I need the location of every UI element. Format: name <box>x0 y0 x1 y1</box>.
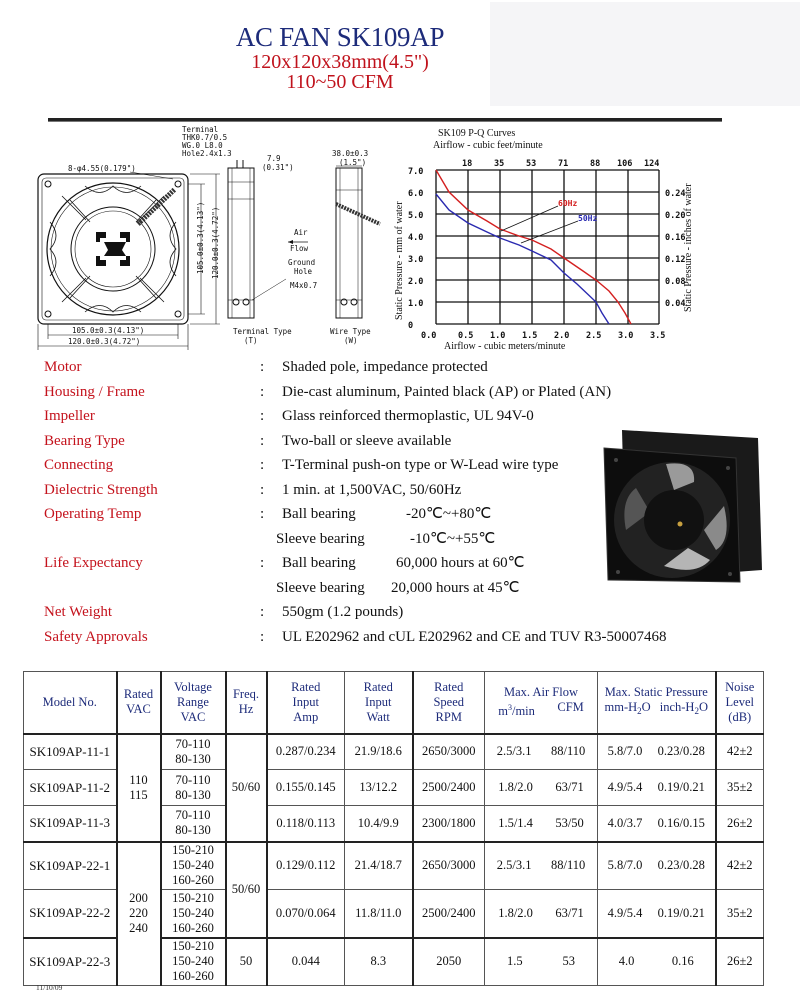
svg-text:0.16: 0.16 <box>665 233 686 243</box>
svg-text:0.20: 0.20 <box>665 211 686 221</box>
svg-text:0.04: 0.04 <box>665 299 686 309</box>
header-amp: Rated Input Amp <box>267 672 345 734</box>
legend-60hz: 60Hz <box>558 199 578 208</box>
freq-220-group: 50/60 <box>226 842 267 938</box>
svg-text:105.0±0.3(4.13"): 105.0±0.3(4.13") <box>196 201 205 274</box>
spec-row-motor: Motor : Shaded pole, impedance protected <box>44 359 488 375</box>
title-block <box>200 22 480 92</box>
svg-text:53: 53 <box>526 159 537 169</box>
table-row: SK109AP-11-2 70-110 80-130 0.155/0.145 13/12.2 2500/2400 1.8/2.0 63/71 4.9/5.4 0.19/0.21 35±2 <box>24 770 764 806</box>
product-airflow-range: 110~50 CFM <box>286 71 394 93</box>
svg-text:(W): (W) <box>344 336 358 345</box>
header-rpm: Rated Speed RPM <box>413 672 485 734</box>
product-dimensions: 120x120x38mm(4.5") <box>251 51 429 73</box>
svg-text:0.12: 0.12 <box>665 255 686 265</box>
fan-dimension-drawing-icon <box>30 124 400 352</box>
spec-row-connecting: Connecting : T-Terminal push-on type or W-Lead wire type <box>44 457 559 473</box>
spec-row-safety: Safety Approvals : UL E202962 and cUL E202962 and CE and TUV R3-50007468 <box>44 628 667 645</box>
svg-text:3.0: 3.0 <box>408 255 424 265</box>
header-divider <box>48 118 722 122</box>
table-row: SK109AP-22-1 200 220 240 150-210 150-240 160-260 50/60 0.129/0.112 21.4/18.7 2650/3000 2.5/3.1 88/110 5.8/7.0 0.23/0.28 42±2 <box>24 842 764 890</box>
header-watt: Rated Input Watt <box>345 672 413 734</box>
spec-row-operating-temp-sleeve: Sleeve bearing -10℃~+55℃ <box>276 530 496 547</box>
curve-60hz <box>436 170 631 324</box>
svg-text:124: 124 <box>644 159 660 169</box>
svg-text:M4x0.7: M4x0.7 <box>290 281 318 290</box>
spec-row-life-expectancy-sleeve: Sleeve bearing 20,000 hours at 45℃ <box>276 579 520 596</box>
svg-text:(0.31"): (0.31") <box>262 163 294 172</box>
freq-110-group: 50/60 <box>226 734 267 842</box>
technical-drawing <box>30 124 400 352</box>
svg-text:71: 71 <box>558 159 569 169</box>
pq-curve-chart <box>388 124 698 352</box>
fan-product-photo <box>596 420 772 588</box>
chart-title: SK109 P-Q Curves <box>438 128 516 139</box>
svg-text:0: 0 <box>408 321 414 331</box>
svg-text:Terminal Type: Terminal Type <box>233 327 292 336</box>
svg-text:7.9: 7.9 <box>267 154 281 163</box>
document-date: 11/10/09 <box>36 983 63 992</box>
chart-x2-label: Airflow - cubic feet/minute <box>433 140 543 151</box>
product-title: AC FAN SK109AP <box>235 22 445 52</box>
header-rated-vac: Rated VAC <box>117 672 161 734</box>
header-static-pressure: Max. Static Pressure $mm-H_2O$ inch-$H_2O$ <box>598 672 716 734</box>
spec-row-operating-temp: Operating Temp : Ball bearing -20℃~+80℃ <box>44 506 492 522</box>
svg-text:105.0±0.3(4.13"): 105.0±0.3(4.13") <box>72 326 145 335</box>
svg-text:3.0: 3.0 <box>618 331 634 341</box>
svg-text:35: 35 <box>494 159 505 169</box>
svg-text:120.0±0.3(4.72"): 120.0±0.3(4.72") <box>211 206 220 279</box>
svg-text:18: 18 <box>462 159 473 169</box>
svg-text:106: 106 <box>617 159 633 169</box>
svg-text:38.0±0.3: 38.0±0.3 <box>332 149 369 158</box>
chart-y2-label: Static Pressure - inches of water <box>683 183 694 312</box>
svg-text:120.0±0.3(4.72"): 120.0±0.3(4.72") <box>68 337 141 346</box>
model-specification-table <box>23 671 764 986</box>
pq-curve-chart-icon <box>388 124 698 352</box>
svg-text:1.0: 1.0 <box>408 299 424 309</box>
header-model: Model No. <box>24 672 117 734</box>
spec-row-housing: Housing / Frame : Die-cast aluminum, Painted black (AP) or Plated (AN) <box>44 383 612 400</box>
table-row: SK109AP-22-3 150-210 150-240 160-260 50 0.044 8.3 2050 1.5 53 4.0 0.16 26±2 <box>24 938 764 986</box>
svg-text:Hole2.4x1.3: Hole2.4x1.3 <box>182 149 232 158</box>
table-row: SK109AP-22-2 150-210 150-240 160-260 0.070/0.064 11.8/11.0 2500/2400 1.8/2.0 63/71 4.9/5.4 0.19/0.21 35±2 <box>24 890 764 938</box>
header-airflow: Max. Air Flow $m^3/\min$ CFM <box>485 672 598 734</box>
svg-text:Terminal: Terminal <box>182 125 219 134</box>
spec-row-bearing: Bearing Type : Two-ball or sleeve available <box>44 432 452 449</box>
rated-vac-220-group: 200 220 240 <box>117 842 161 986</box>
svg-text:Wire Type: Wire Type <box>330 327 371 336</box>
svg-text:1.5: 1.5 <box>522 331 538 341</box>
svg-text:(1.5"): (1.5") <box>339 158 367 167</box>
table-row: SK109AP-11-3 70-110 80-130 0.118/0.113 10.4/9.9 2300/1800 1.5/1.4 53/50 4.0/3.7 0.16/0.15 26±2 <box>24 806 764 842</box>
svg-text:WG.0 L8.0: WG.0 L8.0 <box>182 141 223 150</box>
spec-row-life-expectancy: Life Expectancy : Ball bearing 60,000 hours at 60℃ <box>44 555 525 571</box>
chart-y-label: Static Pressure - mm of water <box>394 201 405 320</box>
svg-text:Flow: Flow <box>290 244 309 253</box>
svg-text:0.0: 0.0 <box>421 331 437 341</box>
svg-text:1.0: 1.0 <box>490 331 506 341</box>
svg-text:0.08: 0.08 <box>665 277 686 287</box>
svg-text:3.5: 3.5 <box>650 331 666 341</box>
svg-text:7.0: 7.0 <box>408 167 424 177</box>
legend-50hz: 50Hz <box>578 214 598 223</box>
svg-text:(T): (T) <box>244 336 258 345</box>
header-noise: Noise Level (dB) <box>716 672 764 734</box>
svg-text:2.5: 2.5 <box>586 331 602 341</box>
header-voltage-range: Voltage Range VAC <box>161 672 226 734</box>
table-header-row <box>24 672 764 734</box>
svg-text:88: 88 <box>590 159 601 169</box>
svg-text:Air: Air <box>294 228 308 237</box>
svg-text:Ground: Ground <box>288 258 316 267</box>
fan-photo-icon <box>596 420 772 588</box>
table-row: SK109AP-11-1 110 115 70-110 80-130 50/60 0.287/0.234 21.9/18.6 2650/3000 2.5/3.1 88/110 5.8/7.0 0.23/0.28 42±2 <box>24 734 764 770</box>
svg-text:4.0: 4.0 <box>408 233 424 243</box>
spec-row-impeller: Impeller : Glass reinforced thermoplastic, UL 94V-0 <box>44 408 534 424</box>
svg-text:0.5: 0.5 <box>458 331 474 341</box>
blank-header-panel <box>490 2 800 106</box>
svg-text:Hole: Hole <box>294 267 313 276</box>
header-freq: Freq. Hz <box>226 672 267 734</box>
svg-text:0.24: 0.24 <box>665 189 686 199</box>
svg-text:2.0: 2.0 <box>408 277 424 287</box>
rated-vac-110-group: 110 115 <box>117 734 161 842</box>
spec-row-dielectric: Dielectric Strength : 1 min. at 1,500VAC, 50/60Hz <box>44 481 462 498</box>
svg-text:THK0.7/0.5: THK0.7/0.5 <box>182 133 228 142</box>
svg-text:2.0: 2.0 <box>554 331 570 341</box>
chart-x-label: Airflow - cubic meters/minute <box>444 341 566 352</box>
svg-text:5.0: 5.0 <box>408 211 424 221</box>
svg-text:6.0: 6.0 <box>408 189 424 199</box>
spec-row-net-weight: Net Weight : 550gm (1.2 pounds) <box>44 604 404 620</box>
svg-text:8-φ4.55(0.179"): 8-φ4.55(0.179") <box>68 164 136 173</box>
